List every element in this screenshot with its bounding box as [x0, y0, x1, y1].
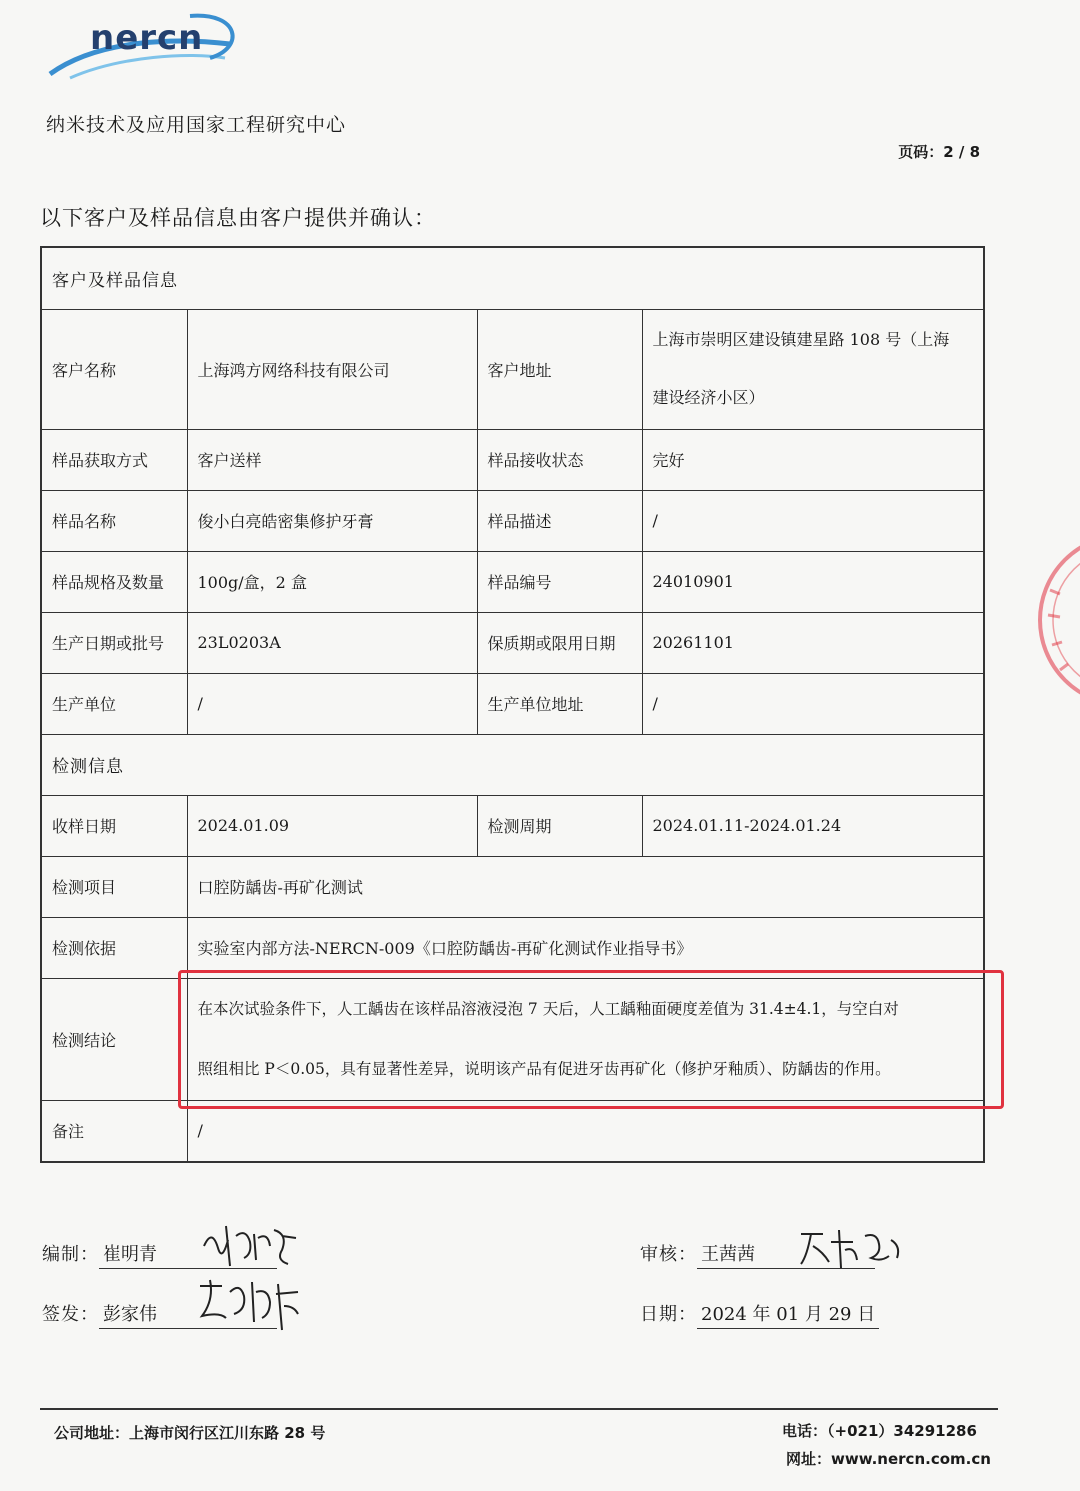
customer-name-value: 上海鸿方网络科技有限公司	[187, 309, 477, 429]
table-row	[41, 429, 984, 490]
editor-label: 编制：	[42, 1244, 99, 1265]
date-signature	[640, 1300, 879, 1329]
conclusion-value	[187, 978, 984, 1100]
table-row	[41, 612, 984, 673]
customer-address-line2: 建设经济小区）	[652, 388, 765, 407]
customer-address-line1: 上海市崇明区建设镇建星路 108 号（上海	[652, 330, 950, 349]
sample-name-value: 俊小白亮皓密集修护牙膏	[187, 490, 477, 551]
table-row	[41, 490, 984, 551]
page-number	[898, 141, 980, 162]
conclusion-line1: 在本次试验条件下，人工龋齿在该样品溶液浸泡 7 天后，人工龋釉面硬度差值为 31.4±4.1，与空白对	[197, 1000, 899, 1018]
remark-label: 备注	[41, 1100, 187, 1162]
issuer-signature	[42, 1300, 277, 1329]
customer-address-value	[642, 309, 984, 429]
footer-website: 网址：www.nercn.com.cn	[786, 1450, 991, 1468]
test-basis-value: 实验室内部方法-NERCN-009《口腔防龋齿-再矿化测试作业指导书》	[187, 917, 984, 978]
test-item-label: 检测项目	[41, 856, 187, 917]
intro-statement: 以下客户及样品信息由客户提供并确认：	[40, 206, 436, 230]
test-item-value: 口腔防龋齿-再矿化测试	[187, 856, 984, 917]
issuer-name: 彭家伟	[99, 1300, 277, 1329]
editor-name: 崔明青	[99, 1240, 277, 1269]
manufacturer-address-label: 生产单位地址	[477, 673, 642, 734]
customer-address-label: 客户地址	[477, 309, 642, 429]
batch-label: 生产日期或批号	[41, 612, 187, 673]
sample-description-value: /	[642, 490, 984, 551]
manufacturer-address-value: /	[642, 673, 984, 734]
issuer-label: 签发：	[42, 1304, 99, 1325]
table-row	[41, 309, 984, 429]
date-value: 2024 年 01 月 29 日	[697, 1300, 879, 1329]
seal-stamp-icon	[1030, 520, 1080, 720]
sample-name-label: 样品名称	[41, 490, 187, 551]
sample-spec-label: 样品规格及数量	[41, 551, 187, 612]
organization-name: 纳米技术及应用国家工程研究中心	[46, 114, 347, 136]
sample-spec-value: 100g/盒，2 盒	[187, 551, 477, 612]
batch-value: 23L0203A	[187, 612, 477, 673]
test-period-label: 检测周期	[477, 795, 642, 856]
expiry-value: 20261101	[642, 612, 984, 673]
table-row	[41, 978, 984, 1100]
reviewer-label: 审核：	[640, 1244, 697, 1265]
table-row	[41, 795, 984, 856]
footer-phone: 电话：（+021）34291286	[782, 1422, 977, 1440]
receipt-status-value: 完好	[642, 429, 984, 490]
receive-date-label: 收样日期	[41, 795, 187, 856]
nercn-logo	[40, 8, 240, 88]
customer-name-label: 客户名称	[41, 309, 187, 429]
test-basis-label: 检测依据	[41, 917, 187, 978]
table-row	[41, 551, 984, 612]
acquisition-value: 客户送样	[187, 429, 477, 490]
logo-wordmark: nercn	[90, 18, 204, 58]
report-table	[40, 246, 985, 1163]
customer-section-title: 客户及样品信息	[41, 247, 984, 309]
footer-divider	[40, 1408, 998, 1410]
page-number-label: 页码：	[898, 143, 944, 161]
reviewer-signature	[640, 1240, 875, 1269]
test-period-value: 2024.01.11-2024.01.24	[642, 795, 984, 856]
receipt-status-label: 样品接收状态	[477, 429, 642, 490]
table-row	[41, 673, 984, 734]
footer-address: 公司地址：上海市闵行区江川东路 28 号	[54, 1424, 326, 1442]
conclusion-line2: 照组相比 P＜0.05，具有显著性差异，说明该产品有促进牙齿再矿化（修护牙釉质）、防龋齿的作用。	[197, 1060, 891, 1078]
sample-description-label: 样品描述	[477, 490, 642, 551]
conclusion-label: 检测结论	[41, 978, 187, 1100]
table-row	[41, 1100, 984, 1162]
table-row	[41, 856, 984, 917]
remark-value: /	[187, 1100, 984, 1162]
test-section-title: 检测信息	[41, 734, 984, 795]
sample-number-value: 24010901	[642, 551, 984, 612]
manufacturer-label: 生产单位	[41, 673, 187, 734]
manufacturer-value: /	[187, 673, 477, 734]
reviewer-name: 王茜茜	[697, 1240, 875, 1269]
expiry-label: 保质期或限用日期	[477, 612, 642, 673]
sample-number-label: 样品编号	[477, 551, 642, 612]
table-row	[41, 917, 984, 978]
date-label: 日期：	[640, 1304, 697, 1325]
receive-date-value: 2024.01.09	[187, 795, 477, 856]
acquisition-label: 样品获取方式	[41, 429, 187, 490]
editor-signature	[42, 1240, 277, 1269]
page-number-value: 2 / 8	[943, 143, 980, 161]
